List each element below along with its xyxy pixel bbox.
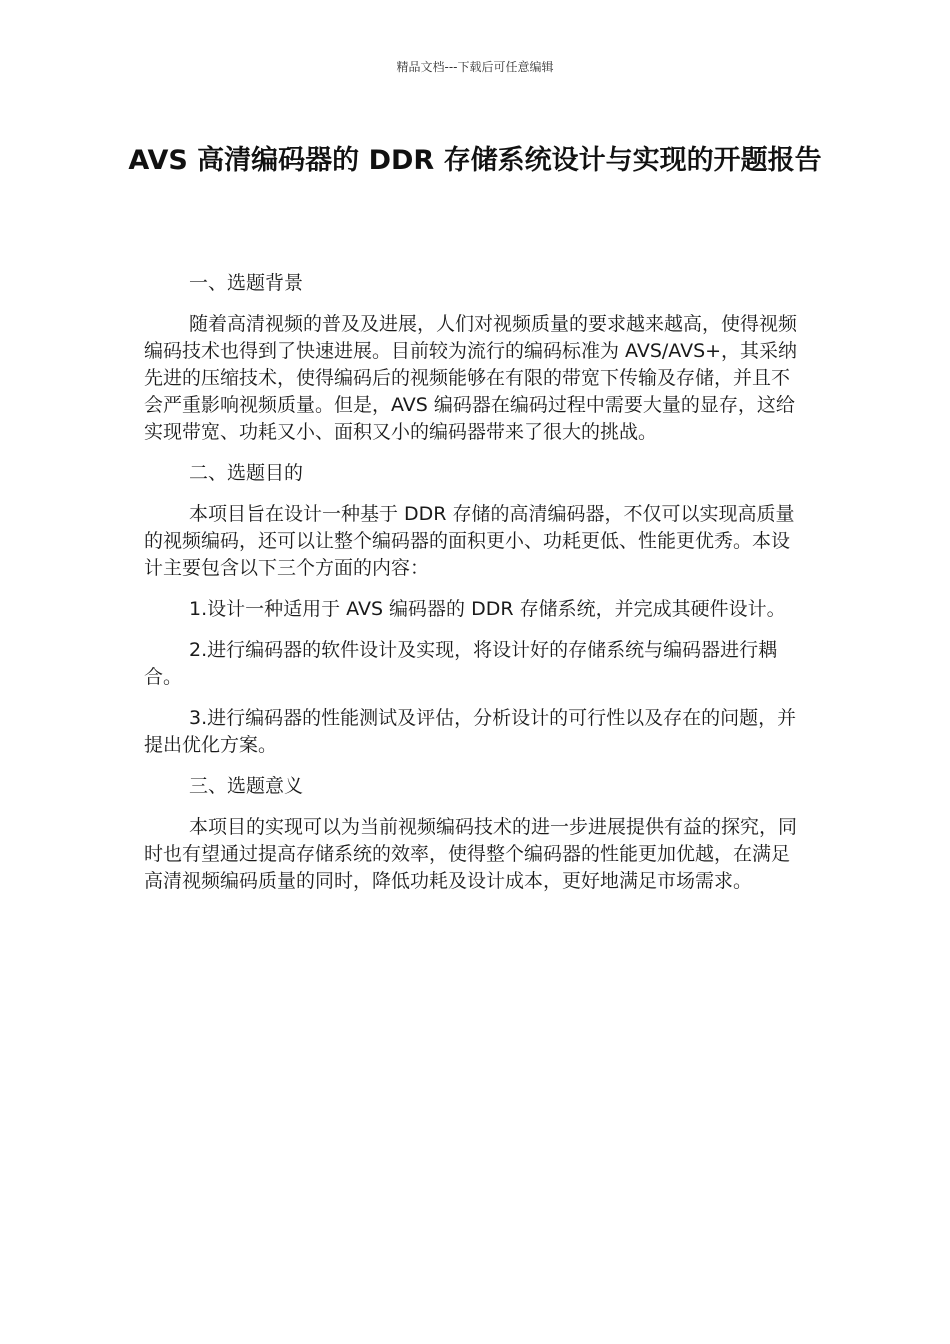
section-heading: 二、选题目的 xyxy=(189,462,304,484)
list-item-paragraph: 2.进行编码器的软件设计及实现，将设计好的存储系统与编码器进行耦合。 xyxy=(144,639,778,688)
list-item-paragraph: 3.进行编码器的性能测试及评估，分析设计的可行性以及存在的问题，并提出优化方案。 xyxy=(144,707,797,756)
list-item-paragraph: 1.设计一种适用于 AVS 编码器的 DDR 存储系统，并完成其硬件设计。 xyxy=(189,598,786,620)
paragraph: 本项目的实现可以为当前视频编码技术的进一步进展提供有益的探究，同时也有望通过提高存储系统的效率，使得整个编码器的性能更加优越，在满足高清视频编码质量的同时，降低功耗及设计成本，更好地满足市场需求。 xyxy=(144,816,798,892)
document-body xyxy=(144,270,808,909)
section-heading: 一、选题背景 xyxy=(189,272,304,294)
section-heading: 三、选题意义 xyxy=(189,775,304,797)
page-header: 精品文档---下载后可任意编辑 xyxy=(396,60,554,74)
document-title: AVS 高清编码器的 DDR 存储系统设计与实现的开题报告 xyxy=(128,145,822,176)
paragraph: 随着高清视频的普及及进展，人们对视频质量的要求越来越高，使得视频编码技术也得到了快速进展。目前较为流行的编码标准为 AVS/AVS+，其采纳先进的压缩技术，使得编码后的视频能够在有限的带宽下传输及存储，并且不会严重影响视频质量。但是，AVS 编码器在编码过程中需要大量的显存，这给实现带宽、功耗又小、面积又小的编码器带来了很大的挑战。 xyxy=(144,313,798,443)
paragraph: 本项目旨在设计一种基于 DDR 存储的高清编码器，不仅可以实现高质量的视频编码，还可以让整个编码器的面积更小、功耗更低、性能更优秀。本设计主要包含以下三个方面的内容： xyxy=(144,503,795,579)
